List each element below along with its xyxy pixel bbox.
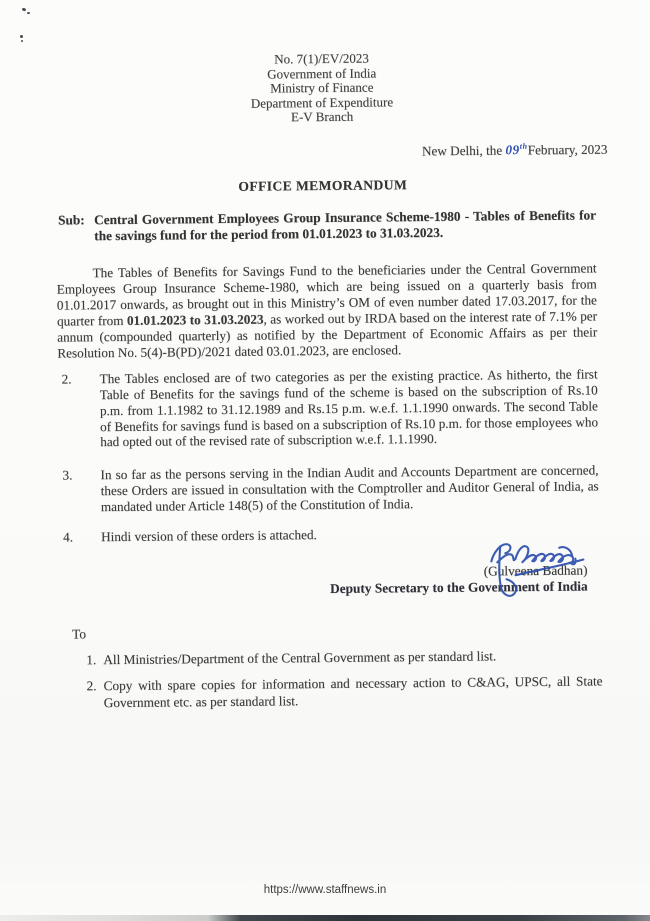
subject-text: Central Government Employees Group Insurance Scheme-1980 - Tables of Benefits for the savings fund for the period from 01.01.2023 to 31.03.2023.	[93, 207, 597, 244]
watermark-url: https://www.staffnews.in	[263, 884, 387, 896]
paragraph-3	[58, 463, 598, 516]
bold-period: 01.01.2023 to 31.03.2023	[126, 311, 264, 328]
distribution-item	[86, 674, 602, 712]
paragraph-3-number: 3.	[62, 467, 73, 483]
distribution-item-number: 2.	[86, 678, 97, 694]
subject-label: Sub:	[57, 212, 85, 228]
org-line-government: Government of India	[267, 65, 377, 82]
letterhead	[0, 49, 647, 128]
signature-block	[1, 562, 650, 601]
signatory-name: (Gulveena Badhan)	[483, 562, 588, 579]
document-title: OFFICE MEMORANDUM	[238, 177, 408, 195]
paragraph-1: The Tables of Benefits for Savings Fund to the beneficiaries under the Central Government Employees Group Insurance Scheme-1980, which are being issued on a quarterly basis from 01.01.2017 onwards, as brought out in this Ministry’s OM of even number dated 17.03.2017, for the quarter from 01.01.2023 to 31.03.2023, as worked out by IRDA based on the interest rate of 7.1% per annum (compounded quarterly) as notified by the Department of Economic Affairs as per their Resolution No. 5(4)-B(PD)/2021 dated 03.01.2023, are enclosed.	[56, 260, 598, 361]
to-label: To	[71, 626, 87, 642]
distribution-item-number: 1.	[86, 652, 97, 668]
distribution-item-text: All Ministries/Department of the Central Government as per standard list.	[103, 648, 497, 668]
paragraph-4-text: Hindi version of these orders is attached.	[101, 527, 317, 545]
dateline-prefix: New Delhi, the	[421, 142, 506, 159]
handwritten-date: 09th	[505, 142, 528, 158]
paragraph-4-number: 4.	[63, 529, 74, 545]
scan-edge-shadow	[0, 915, 650, 921]
distribution-item-text: Copy with spare copies for information and necessary action to C&AG, UPSC, all State Government etc. as per standard list.	[103, 673, 603, 711]
paragraph-2-number: 2.	[61, 371, 72, 387]
reference-number: No. 7(1)/EV/2023	[274, 50, 369, 67]
paragraph-3-text: In so far as the persons serving in the Indian Audit and Accounts Department are concerned, these Orders are issued in consultation with the Comptroller and Auditor General of India, as mandated under Article 148(5) of the Constitution of India.	[100, 462, 599, 515]
dateline	[0, 141, 647, 164]
paragraph-2-text: The Tables enclosed are of two categories as per the existing practice. As hitherto, the first Table of Benefits for the savings fund of the scheme is based on the subscription of Rs.10 p.m. from 1.1.1982 to 31.12.1989 and Rs.15 p.m. w.e.f. 1.1.1990 onwards. The second Table of Benefits for savings fund is based on a subscription of Rs.10 p.m. for those employees who had opted out of the revised rate of subscription w.e.f. 1.1.1990.	[99, 366, 599, 450]
org-line-branch: E-V Branch	[290, 109, 354, 125]
paragraph-2	[58, 366, 599, 451]
org-line-department: Department of Expenditure	[250, 94, 394, 111]
signatory-designation: Deputy Secretary to the Government of India	[330, 578, 588, 597]
org-line-ministry: Ministry of Finance	[270, 79, 374, 96]
distribution-item	[86, 647, 602, 668]
handwritten-signature-icon	[485, 534, 588, 607]
subject-block	[58, 208, 596, 245]
dateline-rest: February, 2023	[527, 141, 608, 158]
